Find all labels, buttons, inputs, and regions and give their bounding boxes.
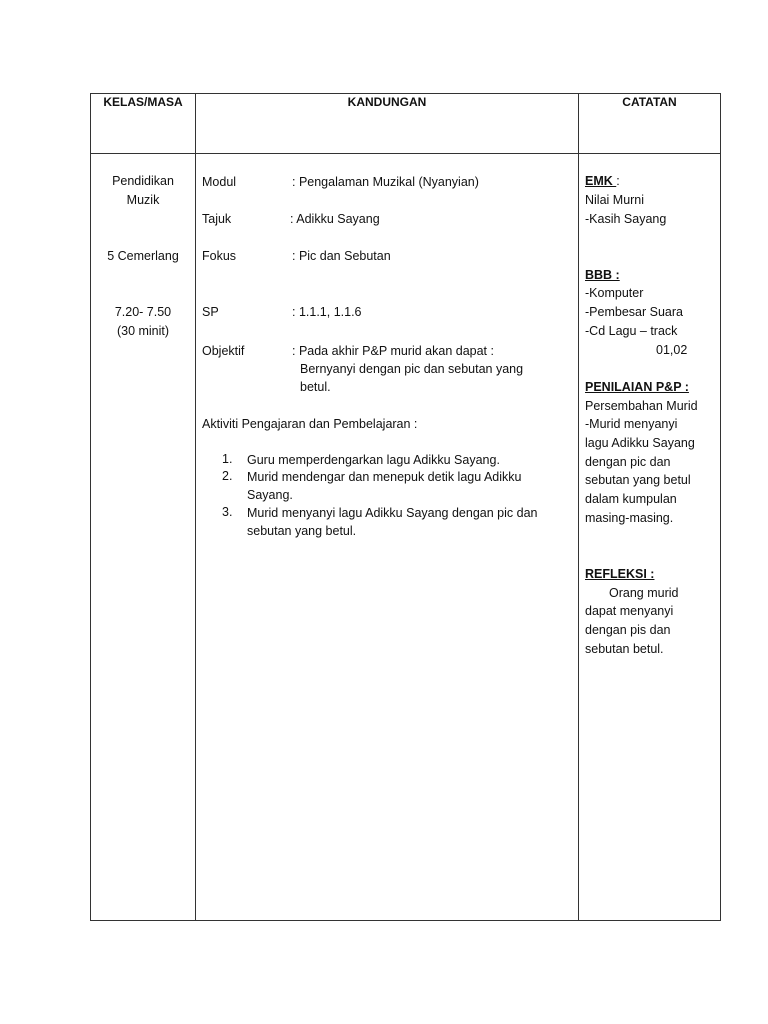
activity-number: 2. (222, 469, 233, 483)
emk-line-1: Nilai Murni (585, 193, 645, 207)
emk-heading: EMK (585, 174, 617, 188)
refleksi-line-2: dapat menyanyi (585, 604, 674, 618)
tajuk-value: : Adikku Sayang (290, 212, 380, 226)
fokus-value: : Pic dan Sebutan (292, 249, 391, 263)
class-name: 5 Cemerlang (107, 249, 179, 263)
lesson-duration: (30 minit) (116, 324, 170, 338)
activity-text: Guru memperdengarkan lagu Adikku Sayang. (247, 453, 500, 467)
emk-colon: : (616, 174, 620, 188)
penilaian-line-2: -Murid menyanyi (585, 417, 678, 431)
column-divider-2 (578, 93, 579, 921)
refleksi-line-3: dengan pis dan (585, 623, 671, 637)
modul-label: Modul (202, 175, 237, 189)
table-left-border (90, 93, 91, 921)
header-divider (90, 153, 721, 154)
sp-value: : 1.1.1, 1.1.6 (292, 305, 362, 319)
header-kandungan: KANDUNGAN (347, 95, 427, 109)
objektif-line-2: Bernyanyi dengan pic dan sebutan yang (300, 362, 524, 376)
refleksi-line-1: Orang murid (609, 586, 679, 600)
table-right-border (720, 93, 721, 921)
objektif-label: Objektif (202, 344, 245, 358)
penilaian-heading: PENILAIAN P&P : (585, 380, 689, 394)
sp-label: SP (202, 305, 219, 319)
emk-heading-row (585, 172, 620, 191)
penilaian-line-7: masing-masing. (585, 511, 674, 525)
header-catatan: CATATAN (622, 95, 677, 109)
activity-text-continued: sebutan yang betul. (247, 524, 357, 538)
penilaian-line-5: sebutan yang betul (585, 473, 691, 487)
bbb-line-3: -Cd Lagu – track (585, 324, 678, 338)
activity-text-continued: Sayang. (247, 488, 293, 502)
table-top-border (90, 93, 721, 94)
activity-number: 3. (222, 505, 233, 519)
refleksi-heading: REFLEKSI : (585, 567, 655, 581)
emk-line-2: -Kasih Sayang (585, 212, 667, 226)
fokus-label: Fokus (202, 249, 237, 263)
penilaian-line-1: Persembahan Murid (585, 399, 698, 413)
refleksi-line-4: sebutan betul. (585, 642, 664, 656)
subject-line-2: Muzik (126, 193, 160, 207)
bbb-line-1: -Komputer (585, 286, 644, 300)
lesson-time: 7.20- 7.50 (114, 305, 172, 319)
tajuk-label: Tajuk (202, 212, 232, 226)
header-kelas-masa: KELAS/MASA (103, 95, 183, 109)
bbb-line-2: -Pembesar Suara (585, 305, 683, 319)
subject-line-1: Pendidikan (112, 174, 174, 188)
table-bottom-border (90, 920, 721, 921)
lesson-plan-table (90, 93, 721, 921)
activity-number: 1. (222, 452, 233, 466)
objektif-line-3: betul. (300, 380, 331, 394)
column-divider-1 (195, 93, 196, 921)
activity-text: Murid menyanyi lagu Adikku Sayang dengan pic dan (247, 506, 538, 520)
bbb-line-4: 01,02 (656, 343, 688, 357)
bbb-heading: BBB : (585, 268, 620, 282)
penilaian-line-6: dalam kumpulan (585, 492, 677, 506)
penilaian-line-3: lagu Adikku Sayang (585, 436, 695, 450)
activity-text: Murid mendengar dan menepuk detik lagu Adikku (247, 470, 522, 484)
modul-value: : Pengalaman Muzikal (Nyanyian) (292, 175, 479, 189)
penilaian-line-4: dengan pic dan (585, 455, 671, 469)
aktiviti-title: Aktiviti Pengajaran dan Pembelajaran : (202, 417, 418, 431)
objektif-line-1: : Pada akhir P&P murid akan dapat : (292, 344, 494, 358)
